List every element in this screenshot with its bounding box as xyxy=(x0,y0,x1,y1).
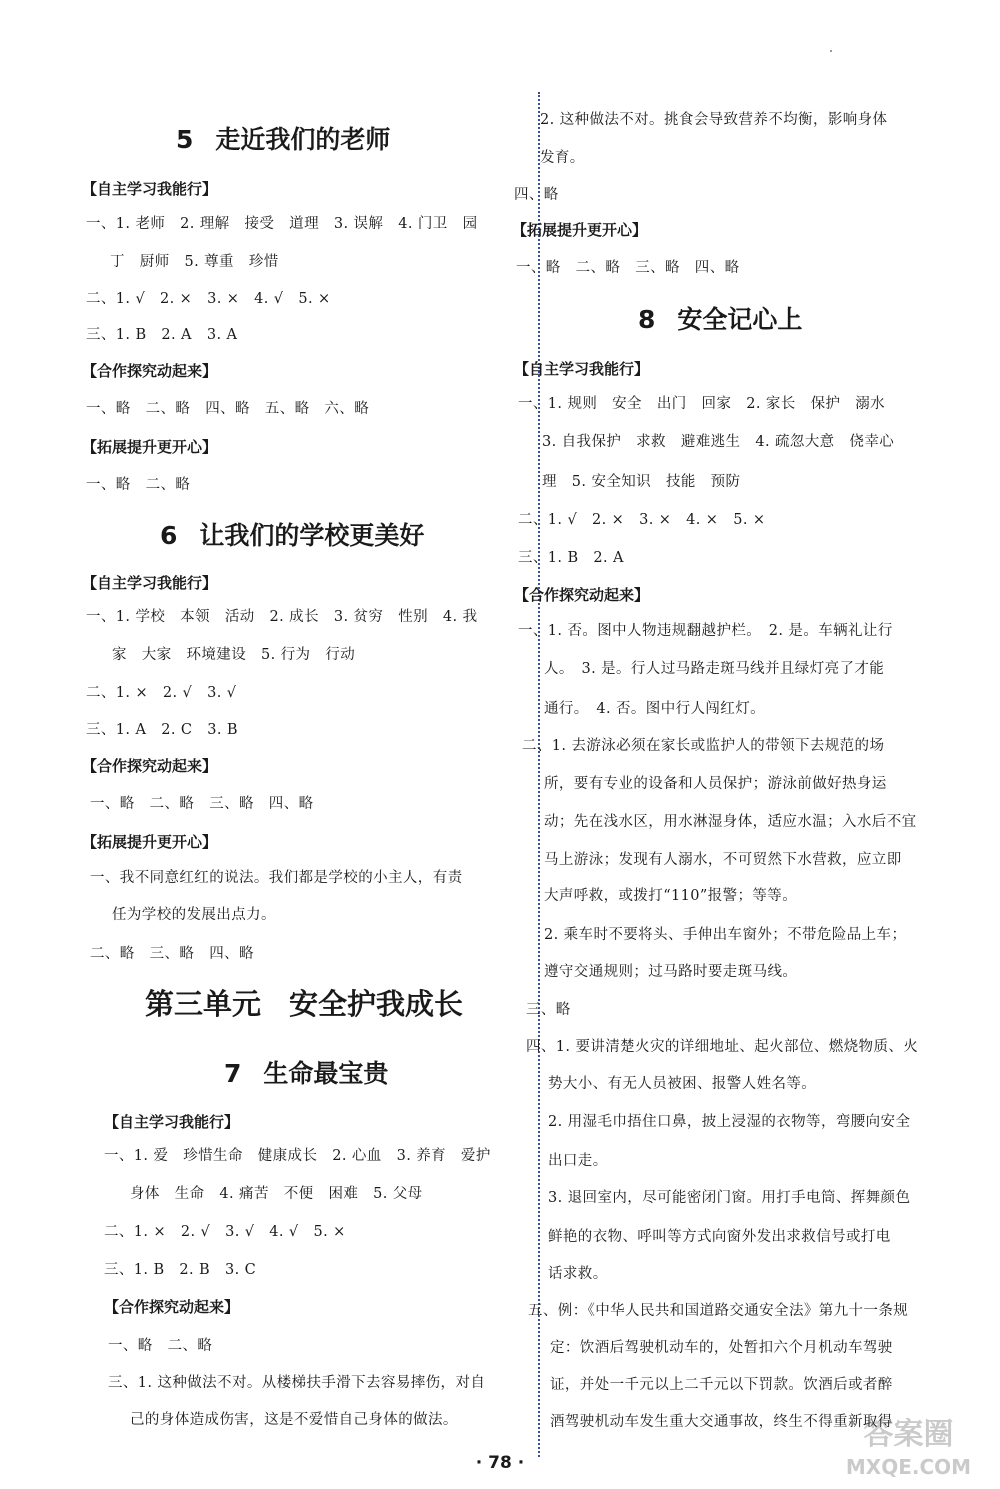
answer-line: 所，要有专业的设备和人员保护；游泳前做好热身运 xyxy=(544,776,887,792)
unit-3-heading xyxy=(145,982,463,1023)
answer-line: 鲜艳的衣物、呼叫等方式向窗外发出求救信号或打电 xyxy=(548,1229,891,1245)
answer-line: 出口走。 xyxy=(548,1153,608,1169)
section-label: 【合作探究动起来】 xyxy=(104,1298,240,1316)
answer-line: 三、1. B 2. B 3. C xyxy=(104,1262,257,1278)
answer-line: 一、1. 否。图中人物违规翻越护栏。 2. 是。车辆礼让行 xyxy=(518,623,893,639)
answer-line: 一、略 二、略 四、略 五、略 六、略 xyxy=(86,401,370,417)
answer-line: 2. 这种做法不对。挑食会导致营养不均衡，影响身体 xyxy=(540,112,888,128)
answer-line: 酒驾驶机动车发生重大交通事故，终生不得重新取得 xyxy=(550,1414,893,1430)
answer-line: 任为学校的发展出点力。 xyxy=(112,907,276,923)
answer-line: 二、1. × 2. √ 3. √ xyxy=(86,685,237,701)
answer-line: 2. 用湿毛巾捂住口鼻，披上浸湿的衣物等，弯腰向安全 xyxy=(548,1114,911,1130)
column-divider xyxy=(538,92,540,1457)
section-label: 【拓展提升更开心】 xyxy=(82,438,218,456)
answer-line: 证，并处一千元以上二千元以下罚款。饮酒后或者醉 xyxy=(550,1377,893,1393)
lesson-number: 7 xyxy=(224,1059,242,1088)
answer-line: 一、略 二、略 三、略 四、略 xyxy=(90,796,314,812)
answer-line: 二、1. 去游泳必须在家长或监护人的带领下去规范的场 xyxy=(522,738,885,754)
section-label: 【合作探究动起来】 xyxy=(514,586,650,604)
lesson-7-heading xyxy=(224,1054,388,1090)
unit-label: 第三单元 xyxy=(145,987,262,1021)
section-label: 【拓展提升更开心】 xyxy=(512,221,648,239)
answer-line: 家 大家 环境建设 5. 行为 行动 xyxy=(112,647,356,663)
answer-line: 二、1. √ 2. × 3. × 4. × 5. × xyxy=(518,512,766,528)
section-label: 【拓展提升更开心】 xyxy=(82,833,218,851)
lesson-number: 6 xyxy=(160,521,178,550)
answer-line: 三、1. A 2. C 3. B xyxy=(86,722,238,738)
answer-line: 定：饮酒后驾驶机动车的，处暂扣六个月机动车驾驶 xyxy=(550,1340,893,1356)
answer-line: 一、我不同意红红的说法。我们都是学校的小主人，有责 xyxy=(90,870,463,886)
page-number: · 78 · xyxy=(475,1453,525,1473)
answer-line: 大声呼救，或拨打“110”报警；等等。 xyxy=(544,888,798,904)
answer-line: 一、略 二、略 xyxy=(108,1338,213,1354)
answer-line: 二、1. √ 2. × 3. × 4. √ 5. × xyxy=(86,291,331,307)
answer-line: 一、1. 学校 本领 活动 2. 成长 3. 贫穷 性别 4. 我 xyxy=(86,609,478,625)
answer-line: 人。 3. 是。行人过马路走斑马线并且绿灯亮了才能 xyxy=(544,661,885,677)
section-label: 【自主学习我能行】 xyxy=(104,1113,240,1131)
lesson-6-heading xyxy=(160,516,424,552)
lesson-8-heading xyxy=(638,300,802,336)
section-label: 【合作探究动起来】 xyxy=(82,757,218,775)
answer-line: 三、1. B 2. A xyxy=(518,550,624,566)
site-watermark xyxy=(826,1405,991,1485)
answer-line: 身体 生命 4. 痛苦 不便 困难 5. 父母 xyxy=(130,1186,423,1202)
watermark-bottom-text: MXQE.COM xyxy=(845,1455,972,1479)
answer-line: 己的身体造成伤害，这是不爱惜自己身体的做法。 xyxy=(130,1412,458,1428)
section-label: 【自主学习我能行】 xyxy=(82,180,218,198)
answer-line: 四、略 xyxy=(514,187,559,203)
lesson-title: 生命最宝贵 xyxy=(263,1059,389,1088)
answer-line: 2. 乘车时不要将头、手伸出车窗外；不带危险品上车； xyxy=(544,927,907,943)
scan-speck xyxy=(830,50,832,52)
answer-line: 理 5. 安全知识 技能 预防 xyxy=(542,474,741,490)
answer-line: 遵守交通规则；过马路时要走斑马线。 xyxy=(544,964,798,980)
answer-line: 3. 自我保护 求救 避难逃生 4. 疏忽大意 侥幸心 xyxy=(542,434,895,450)
answer-line: 三、略 xyxy=(526,1002,571,1018)
lesson-title: 安全记心上 xyxy=(677,305,803,334)
answer-line: 三、1. B 2. A 3. A xyxy=(86,327,238,343)
answer-line: 一、1. 爱 珍惜生命 健康成长 2. 心血 3. 养育 爱护 xyxy=(104,1148,491,1164)
watermark-top-text: 答案圈 xyxy=(863,1417,954,1452)
answer-line: 一、1. 老师 2. 理解 接受 道理 3. 误解 4. 门卫 园 xyxy=(86,216,478,232)
section-label: 【自主学习我能行】 xyxy=(82,574,218,592)
answer-line: 五、例：《中华人民共和国道路交通安全法》第九十一条规 xyxy=(528,1303,909,1319)
answer-line: 二、略 三、略 四、略 xyxy=(90,946,254,962)
unit-title: 安全护我成长 xyxy=(289,987,464,1021)
answer-line: 发育。 xyxy=(540,150,585,166)
lesson-number: 8 xyxy=(638,305,656,334)
answer-line: 马上游泳；发现有人溺水，不可贸然下水营救，应立即 xyxy=(544,852,902,868)
section-label: 【自主学习我能行】 xyxy=(514,360,650,378)
answer-line: 丁 厨师 5. 尊重 珍惜 xyxy=(110,254,279,270)
answer-line: 3. 退回室内，尽可能密闭门窗。用打手电筒、挥舞颜色 xyxy=(548,1190,911,1206)
answer-line: 三、1. 这种做法不对。从楼梯扶手滑下去容易摔伤，对自 xyxy=(108,1375,486,1391)
answer-line: 一、略 二、略 xyxy=(86,477,191,493)
lesson-title: 让我们的学校更美好 xyxy=(199,521,425,550)
lesson-number: 5 xyxy=(176,125,194,154)
answer-line: 通行。 4. 否。图中行人闯红灯。 xyxy=(544,701,765,717)
answer-line: 势大小、有无人员被困、报警人姓名等。 xyxy=(548,1076,817,1092)
answer-line: 话求救。 xyxy=(548,1266,608,1282)
answer-line: 动；先在浅水区，用水淋湿身体，适应水温；入水后不宜 xyxy=(544,814,917,830)
lesson-title: 走近我们的老师 xyxy=(215,125,391,154)
section-label: 【合作探究动起来】 xyxy=(82,362,218,380)
answer-line: 一、1. 规则 安全 出门 回家 2. 家长 保护 溺水 xyxy=(518,396,886,412)
lesson-5-heading xyxy=(176,120,390,156)
answer-line: 二、1. × 2. √ 3. √ 4. √ 5. × xyxy=(104,1224,346,1240)
answer-line: 四、1. 要讲清楚火灾的详细地址、起火部位、燃烧物质、火 xyxy=(526,1039,919,1055)
answer-line: 一、略 二、略 三、略 四、略 xyxy=(516,260,740,276)
